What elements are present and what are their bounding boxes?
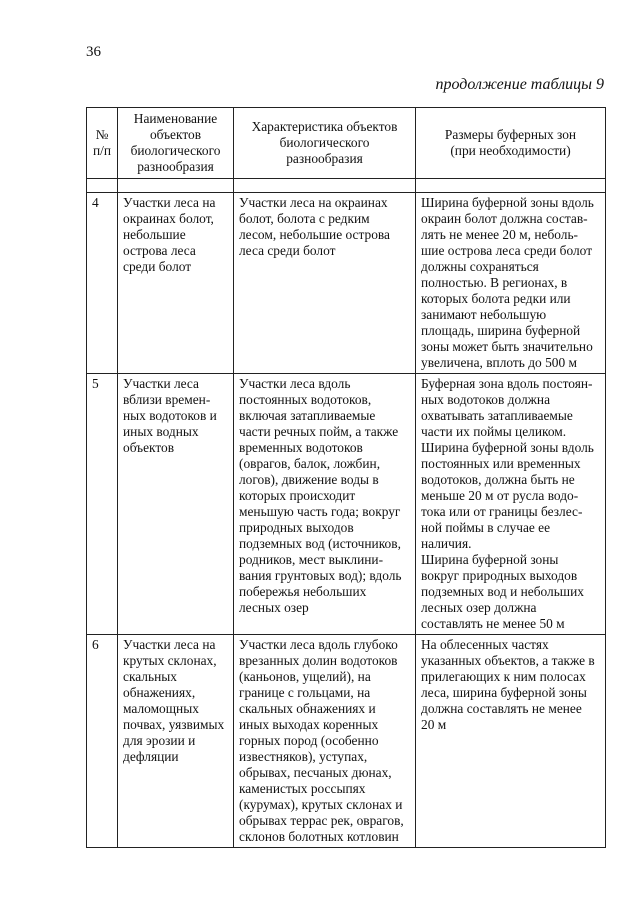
table-header-row bbox=[87, 108, 606, 179]
page-number: 36 bbox=[86, 44, 101, 60]
spacer-row bbox=[87, 179, 606, 193]
row-number: 6 bbox=[87, 635, 118, 848]
table-row bbox=[87, 374, 606, 635]
table-row bbox=[87, 635, 606, 848]
characteristic-cell: Участки леса вдоль глубоко врезанных долин водотоков (каньонов, ущелий), на границе с гольцами, на скальных обнажениях и иных выходах коренных горных пород (особенно известняков), уступах, обрывах, песчаных дюнах, каменистых россыпях (курумах), крутых склонах и обрывах террас рек, оврагов, склонов болотных котловин bbox=[234, 635, 416, 848]
spacer-cell bbox=[87, 179, 118, 193]
object-name-cell: Участки леса на окраинах болот, небольшие острова леса среди болот bbox=[118, 193, 234, 374]
row-number: 5 bbox=[87, 374, 118, 635]
header-num: № п/п bbox=[87, 108, 118, 179]
buffer-size-cell: На облесенных частях указанных объектов, а также в прилегающих к ним полосах леса, ширина буферной зоны должна составлять не менее 20 м bbox=[416, 635, 606, 848]
buffer-zones-table bbox=[86, 107, 606, 848]
characteristic-cell: Участки леса на окраинах болот, болота с редким лесом, небольшие острова леса среди болот bbox=[234, 193, 416, 374]
header-characteristic: Характеристика объектов биологического разнообразия bbox=[234, 108, 416, 179]
object-name-cell: Участки леса на крутых склонах, скальных обнажениях, маломощных почвах, уязвимых для эрозии и дефляции bbox=[118, 635, 234, 848]
spacer-cell bbox=[234, 179, 416, 193]
characteristic-cell: Участки леса вдоль постоянных водотоков, включая затапливаемые части речных пойм, а также временных водотоков (оврагов, балок, ложбин, логов), движение воды в которых происходит меньшую часть года; вокруг природных выходов подземных вод (источников, родников, мест выклини- вания грунтовых вод); вдоль побережья небольших лесных озер bbox=[234, 374, 416, 635]
spacer-cell bbox=[118, 179, 234, 193]
row-number: 4 bbox=[87, 193, 118, 374]
object-name-cell: Участки леса вблизи времен- ных водотоков и иных водных объектов bbox=[118, 374, 234, 635]
header-object-name: Наименование объектов биологического разнообразия bbox=[118, 108, 234, 179]
table-continuation-caption: продолжение таблицы 9 bbox=[435, 76, 604, 93]
buffer-size-cell: Ширина буферной зоны вдоль окраин болот должна состав- лять не менее 20 м, неболь- шие острова леса среди болот должны сохраняться полностью. В регионах, в которых болота редки или занимают небольшую площадь, ширина буферной зоны может быть значительно увеличена, вплоть до 500 м bbox=[416, 193, 606, 374]
buffer-size-cell: Буферная зона вдоль постоян- ных водотоков должна охватывать затапливаемые части их поймы целиком. Ширина буферной зоны вдоль постоянных или временных водотоков, должна быть не меньше 20 м от русла водо- тока или от границы безлес- ной поймы в случае ее наличия. Ширина буферной зоны вокруг природных выходов подземных вод и небольших лесных озер должна составлять не менее 50 м bbox=[416, 374, 606, 635]
spacer-cell bbox=[416, 179, 606, 193]
header-buffer-size: Размеры буферных зон (при необходимости) bbox=[416, 108, 606, 179]
table-row bbox=[87, 193, 606, 374]
